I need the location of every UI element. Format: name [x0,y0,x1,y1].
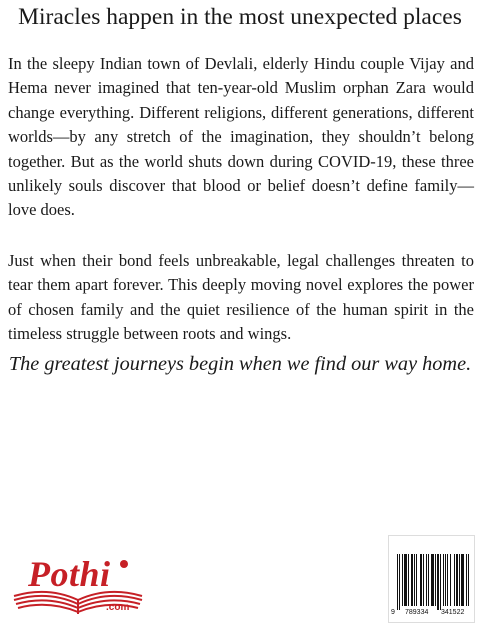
barcode-bars [395,554,471,610]
barcode-left-digits: 789334 [405,609,429,616]
publisher-domain-suffix: .com [106,602,130,613]
blurb-paragraph-1: In the sleepy Indian town of Devlali, elderly Hindu couple Vijay and Hema never imagined that ten-year-old Muslim orphan Zara would change everything. Different religions, different generations, different worlds—by any stretch of the imagination, they shouldn’t belong together. But as the world shuts down during COVID-19, these three unlikely souls discover that blood or belief doesn’t define family—love does. [8,54,474,220]
publisher-name: Pothi [28,554,111,594]
publisher-logo [8,556,148,622]
blurb-paragraph-2: Just when their bond feels unbreakable, legal challenges threaten to tear them apart forever. This deeply moving novel explores the power of chosen family and the quiet resilience of the human spirit in the timeless struggle between roots and wings. [8,251,474,344]
isbn-barcode [388,535,475,623]
barcode-right-digits: 341522 [441,609,465,616]
barcode-lead-digit: 9 [391,609,395,616]
tagline: The greatest journeys begin when we find our way home. [8,353,472,375]
cover-heading: Miracles happen in the most unexpected places [18,4,462,30]
